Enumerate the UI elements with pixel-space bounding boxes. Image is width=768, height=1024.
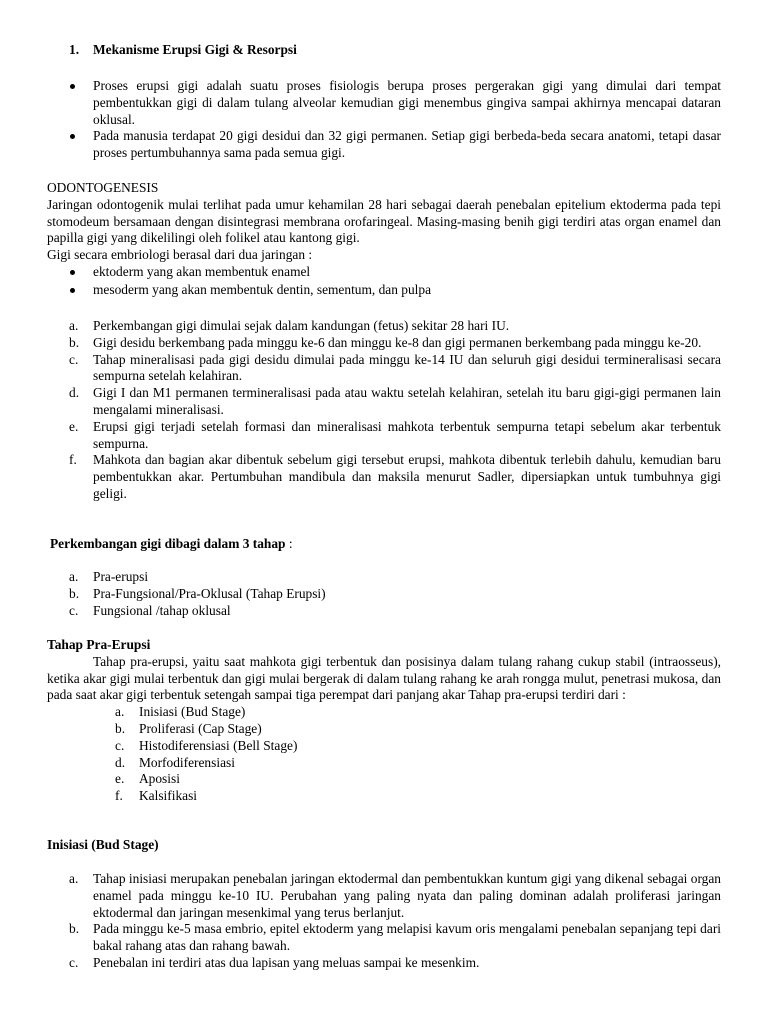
- list-marker: b.: [69, 585, 80, 601]
- list-item: [47, 352, 721, 386]
- list-item-text: Pra-erupsi: [93, 569, 149, 584]
- list-marker: c.: [69, 602, 79, 618]
- list-marker: d.: [115, 754, 126, 770]
- list-item: [47, 871, 721, 921]
- list-marker: d.: [69, 385, 80, 401]
- list-item: [47, 452, 721, 502]
- bullet-icon: [70, 288, 75, 293]
- lettered-list-tahap: [47, 569, 721, 619]
- list-marker: c.: [115, 737, 125, 753]
- list-item-text: Proses erupsi gigi adalah suatu proses fisiologis berupa proses pergerakan gigi yang dimulai dari tempat pembentukkan gigi di dalam tulang alveolar kemudian gigi menembus gingiva sampai akhirnya mencapai dataran oklusal.: [93, 78, 721, 127]
- list-item: [47, 128, 721, 162]
- list-item-text: ektoderm yang akan membentuk enamel: [93, 263, 311, 279]
- list-item: [47, 282, 721, 299]
- list-item-text: Kalsifikasi: [139, 788, 198, 804]
- bullet-icon: [70, 134, 75, 139]
- list-item-text: Tahap inisiasi merupakan penebalan jaringan ektodermal dan pembentukkan kuntum gigi yang dikenal sebagai organ enamel pada minggu ke-10 IU. Perubahan yang paling nyata dan paling dominan adalah proliferasi jaringan ektodermal dan jaringan mesenkimal yang terus berlanjut.: [93, 871, 721, 920]
- list-marker: c.: [69, 954, 79, 970]
- list-item: [47, 738, 721, 755]
- tahap-heading-text: Perkembangan gigi dibagi dalam 3 tahap: [50, 536, 286, 551]
- list-item-text: Histodiferensiasi (Bell Stage): [139, 737, 298, 753]
- list-item: [47, 955, 721, 972]
- list-item: [47, 771, 721, 788]
- list-item-text: Aposisi: [139, 771, 180, 787]
- list-item: [47, 603, 721, 620]
- list-item-text: Pada minggu ke-5 masa embrio, epitel ektoderm yang melapisi kavum oris mengalami penebalan sepanjang tepi dari bakal rahang atas dan rahang bawah.: [93, 921, 721, 954]
- list-item: [47, 385, 721, 419]
- list-item: [47, 721, 721, 738]
- list-marker: c.: [69, 351, 79, 367]
- list-marker: a.: [69, 569, 79, 584]
- bullet-list-erupsi: [47, 78, 721, 162]
- pra-erupsi-section: [47, 637, 721, 805]
- list-marker: a.: [69, 318, 79, 333]
- list-item-text: Mahkota dan bagian akar dibentuk sebelum gigi tersebut erupsi, mahkota dibentuk terlebih dahulu, kemudian baru pembentukkan akar. Pertumbuhan mandibula dan maksila menurut Sadler, dipersiapkan untuk tumbuhnya gigi geligi.: [93, 452, 721, 501]
- list-item: [47, 78, 721, 128]
- list-item: [47, 704, 721, 721]
- list-item-text: Fungsional /tahap oklusal: [93, 602, 231, 618]
- lettered-list-pra-erupsi: [47, 704, 721, 805]
- list-marker: b.: [115, 720, 126, 736]
- list-item: [47, 264, 721, 281]
- list-marker: a.: [115, 704, 125, 720]
- odontogenesis-title: ODONTOGENESIS: [47, 180, 159, 195]
- list-marker: b.: [69, 334, 80, 350]
- lettered-list-bud-stage: [47, 871, 721, 972]
- list-item: [47, 921, 721, 955]
- list-item-text: Gigi I dan M1 permanen termineralisasi pada atau waktu setelah kelahiran, setelah itu baru gigi-gigi permanen lain mengalami mineralisasi.: [93, 385, 721, 417]
- list-item: [47, 419, 721, 453]
- bud-stage-heading: Inisiasi (Bud Stage): [47, 837, 159, 852]
- list-item: [47, 788, 721, 805]
- odontogenesis-section: [47, 180, 721, 299]
- list-item-text: Tahap mineralisasi pada gigi desidu dimulai pada minggu ke-14 IU dan seluruh gigi desidui termineralisasi secara sempurna setelah kelahiran.: [93, 351, 721, 384]
- bullet-list-jaringan: [47, 264, 721, 299]
- list-item: [47, 318, 721, 335]
- section-heading-mekanisme: [47, 42, 721, 59]
- list-item-text: Perkembangan gigi dimulai sejak dalam kandungan (fetus) sekitar 28 hari IU.: [93, 318, 510, 333]
- pra-erupsi-paragraph: Tahap pra-erupsi, yaitu saat mahkota gigi terbentuk dan posisinya dalam tulang rahang cukup stabil (intraosseus), ketika akar gigi mulai terbentuk dan gigi mulai bergerak di dalam tulang rahang ke arah rongga mulut, penetrasi mukosa, dan pada saat akar gigi terbentuk setengah sampai tiga perempat dari panjang akar Tahap pra-erupsi terdiri dari :: [47, 653, 721, 703]
- odontogenesis-paragraph: Jaringan odontogenik mulai terlihat pada umur kehamilan 28 hari sebagai daerah penebalan epitelium ektoderma pada tepi stomodeum bersamaan dengan disintegrasi membrana orofaringeal. Masing-masing benih gigi terdiri atas organ enamel dan papilla gigi yang dikelilingi oleh folikel atau kantong gigi.: [47, 196, 721, 246]
- list-item-text: mesoderm yang akan membentuk dentin, sementum, dan pulpa: [93, 281, 432, 297]
- heading-number: 1.: [69, 42, 80, 57]
- pra-erupsi-heading: Tahap Pra-Erupsi: [47, 637, 151, 652]
- odontogenesis-intro: Gigi secara embriologi berasal dari dua jaringan :: [47, 247, 313, 263]
- list-marker: e.: [69, 418, 79, 434]
- list-item-text: Inisiasi (Bud Stage): [139, 704, 246, 720]
- list-item: [47, 586, 721, 603]
- list-item-text: Pra-Fungsional/Pra-Oklusal (Tahap Erupsi): [93, 585, 326, 601]
- list-item-text: Pada manusia terdapat 20 gigi desidui dan 32 gigi permanen. Setiap gigi berbeda-beda secara anatomi, tetapi dasar proses pertumbuhannya sama pada semua gigi.: [93, 128, 721, 161]
- heading-title: Mekanisme Erupsi Gigi & Resorpsi: [93, 42, 297, 57]
- tahap-heading: [50, 536, 724, 553]
- list-item: [47, 755, 721, 772]
- list-item: [47, 335, 721, 352]
- bullet-icon: [70, 84, 75, 89]
- bullet-icon: [70, 270, 75, 275]
- list-item-text: Gigi desidu berkembang pada minggu ke-6 dan minggu ke-8 dan gigi permanen berkembang pada minggu ke-20.: [93, 334, 702, 350]
- list-marker: f.: [115, 788, 123, 804]
- lettered-list-perkembangan: [47, 318, 721, 503]
- list-marker: b.: [69, 921, 80, 937]
- list-item: [47, 569, 721, 586]
- list-item-text: Proliferasi (Cap Stage): [139, 720, 262, 736]
- list-item-text: Penebalan ini terdiri atas dua lapisan yang meluas sampai ke mesenkim.: [93, 954, 480, 970]
- list-item-text: Erupsi gigi terjadi setelah formasi dan mineralisasi mahkota terbentuk sempurna tetapi sebelum akar terbentuk sempurna.: [93, 418, 721, 451]
- list-item-text: Morfodiferensiasi: [139, 754, 235, 770]
- list-marker: e.: [115, 771, 125, 787]
- list-marker: f.: [69, 452, 77, 468]
- list-marker: a.: [69, 871, 79, 886]
- tahap-heading-suffix: :: [285, 536, 293, 551]
